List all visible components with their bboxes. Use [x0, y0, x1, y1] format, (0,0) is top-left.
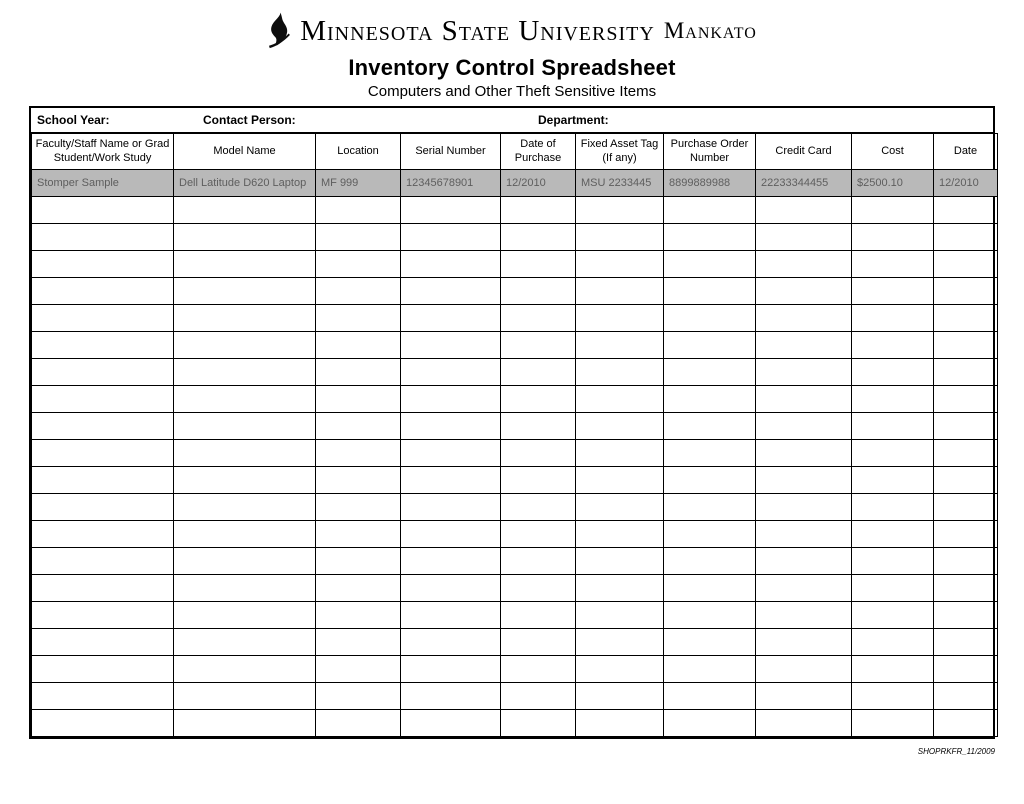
column-header-1: Model Name — [174, 134, 316, 170]
empty-cell — [316, 224, 401, 251]
empty-cell — [756, 386, 852, 413]
empty-cell — [401, 440, 501, 467]
empty-row — [32, 440, 998, 467]
empty-cell — [852, 359, 934, 386]
empty-cell — [501, 656, 576, 683]
empty-cell — [852, 386, 934, 413]
empty-cell — [32, 656, 174, 683]
sample-cell-4: 12/2010 — [501, 170, 576, 197]
empty-row — [32, 197, 998, 224]
empty-cell — [576, 602, 664, 629]
university-city: Mankato — [663, 18, 757, 43]
sample-cell-5: MSU 2233445 — [576, 170, 664, 197]
empty-row — [32, 359, 998, 386]
column-header-6: Purchase Order Number — [664, 134, 756, 170]
empty-cell — [664, 467, 756, 494]
empty-cell — [756, 710, 852, 737]
sample-cell-2: MF 999 — [316, 170, 401, 197]
empty-cell — [501, 710, 576, 737]
empty-cell — [852, 224, 934, 251]
empty-cell — [756, 656, 852, 683]
empty-cell — [756, 602, 852, 629]
empty-cell — [756, 440, 852, 467]
empty-cell — [934, 224, 998, 251]
empty-cell — [316, 332, 401, 359]
empty-cell — [934, 413, 998, 440]
empty-cell — [852, 278, 934, 305]
column-header-8: Cost — [852, 134, 934, 170]
empty-cell — [32, 602, 174, 629]
empty-cell — [576, 278, 664, 305]
empty-cell — [664, 548, 756, 575]
empty-cell — [401, 548, 501, 575]
empty-cell — [501, 224, 576, 251]
university-header — [0, 12, 1024, 50]
empty-row — [32, 251, 998, 278]
inventory-table — [31, 133, 998, 737]
column-header-5: Fixed Asset Tag (If any) — [576, 134, 664, 170]
empty-cell — [756, 521, 852, 548]
empty-cell — [401, 251, 501, 278]
empty-cell — [32, 440, 174, 467]
empty-cell — [664, 683, 756, 710]
empty-cell — [401, 494, 501, 521]
empty-cell — [174, 224, 316, 251]
empty-row — [32, 467, 998, 494]
empty-cell — [852, 494, 934, 521]
footnote-row — [29, 741, 995, 759]
empty-cell — [32, 305, 174, 332]
empty-cell — [501, 467, 576, 494]
empty-cell — [32, 359, 174, 386]
empty-cell — [174, 602, 316, 629]
empty-cell — [32, 197, 174, 224]
empty-cell — [576, 629, 664, 656]
empty-cell — [664, 224, 756, 251]
empty-cell — [934, 332, 998, 359]
empty-cell — [174, 413, 316, 440]
empty-cell — [401, 386, 501, 413]
empty-cell — [316, 710, 401, 737]
empty-cell — [316, 548, 401, 575]
empty-cell — [576, 440, 664, 467]
empty-cell — [576, 413, 664, 440]
empty-cell — [664, 251, 756, 278]
school-year-label: School Year: — [37, 113, 110, 127]
contact-person-label: Contact Person: — [203, 113, 296, 127]
empty-cell — [756, 629, 852, 656]
empty-cell — [756, 575, 852, 602]
empty-cell — [576, 305, 664, 332]
sample-cell-7: 22233344455 — [756, 170, 852, 197]
sample-cell-0: Stomper Sample — [32, 170, 174, 197]
empty-cell — [401, 224, 501, 251]
empty-cell — [934, 683, 998, 710]
empty-cell — [934, 629, 998, 656]
empty-cell — [664, 305, 756, 332]
empty-cell — [501, 386, 576, 413]
empty-cell — [174, 521, 316, 548]
empty-row — [32, 413, 998, 440]
empty-row — [32, 575, 998, 602]
empty-cell — [32, 548, 174, 575]
sample-cell-6: 8899889988 — [664, 170, 756, 197]
empty-cell — [401, 359, 501, 386]
empty-cell — [174, 332, 316, 359]
info-row — [31, 108, 993, 133]
empty-cell — [664, 440, 756, 467]
empty-cell — [32, 683, 174, 710]
empty-cell — [664, 602, 756, 629]
empty-cell — [934, 494, 998, 521]
university-name: Minnesota State University — [300, 14, 655, 47]
empty-cell — [576, 332, 664, 359]
empty-cell — [756, 494, 852, 521]
empty-cell — [32, 629, 174, 656]
empty-cell — [664, 656, 756, 683]
empty-row — [32, 548, 998, 575]
empty-cell — [501, 413, 576, 440]
column-header-9: Date — [934, 134, 998, 170]
empty-cell — [174, 305, 316, 332]
empty-cell — [401, 413, 501, 440]
empty-cell — [756, 359, 852, 386]
empty-cell — [32, 494, 174, 521]
empty-cell — [32, 413, 174, 440]
empty-cell — [852, 602, 934, 629]
empty-cell — [576, 575, 664, 602]
empty-cell — [316, 521, 401, 548]
empty-cell — [934, 359, 998, 386]
empty-cell — [852, 575, 934, 602]
empty-cell — [401, 575, 501, 602]
empty-cell — [934, 521, 998, 548]
empty-cell — [576, 710, 664, 737]
empty-row — [32, 683, 998, 710]
empty-cell — [576, 467, 664, 494]
empty-cell — [756, 413, 852, 440]
empty-cell — [664, 278, 756, 305]
empty-cell — [756, 224, 852, 251]
empty-cell — [174, 386, 316, 413]
empty-cell — [664, 359, 756, 386]
empty-cell — [501, 602, 576, 629]
empty-cell — [174, 683, 316, 710]
empty-cell — [316, 197, 401, 224]
empty-cell — [501, 251, 576, 278]
empty-row — [32, 305, 998, 332]
empty-cell — [664, 710, 756, 737]
empty-cell — [852, 413, 934, 440]
empty-cell — [934, 575, 998, 602]
page-title: Inventory Control Spreadsheet — [348, 55, 676, 80]
empty-cell — [852, 197, 934, 224]
empty-cell — [174, 359, 316, 386]
empty-cell — [756, 278, 852, 305]
empty-cell — [934, 602, 998, 629]
empty-cell — [401, 710, 501, 737]
empty-cell — [852, 683, 934, 710]
empty-cell — [934, 386, 998, 413]
empty-cell — [852, 467, 934, 494]
empty-row — [32, 224, 998, 251]
empty-cell — [664, 494, 756, 521]
form-code: SHOPRKFR_11/2009 — [917, 747, 995, 756]
empty-cell — [401, 602, 501, 629]
empty-cell — [501, 494, 576, 521]
empty-cell — [664, 386, 756, 413]
empty-cell — [934, 548, 998, 575]
empty-cell — [664, 332, 756, 359]
empty-cell — [501, 521, 576, 548]
empty-cell — [852, 332, 934, 359]
empty-cell — [576, 656, 664, 683]
empty-cell — [756, 467, 852, 494]
empty-cell — [32, 278, 174, 305]
empty-cell — [32, 710, 174, 737]
empty-cell — [576, 386, 664, 413]
empty-row — [32, 332, 998, 359]
empty-cell — [316, 359, 401, 386]
empty-cell — [316, 656, 401, 683]
empty-row — [32, 602, 998, 629]
empty-cell — [174, 251, 316, 278]
empty-cell — [316, 683, 401, 710]
empty-row — [32, 629, 998, 656]
column-header-2: Location — [316, 134, 401, 170]
spreadsheet — [29, 106, 995, 739]
sample-cell-3: 12345678901 — [401, 170, 501, 197]
empty-cell — [174, 710, 316, 737]
empty-cell — [316, 386, 401, 413]
empty-row — [32, 278, 998, 305]
empty-cell — [501, 629, 576, 656]
empty-cell — [852, 656, 934, 683]
empty-cell — [501, 305, 576, 332]
empty-cell — [852, 548, 934, 575]
empty-cell — [32, 575, 174, 602]
empty-cell — [401, 467, 501, 494]
empty-cell — [401, 197, 501, 224]
empty-cell — [174, 467, 316, 494]
empty-cell — [174, 629, 316, 656]
empty-cell — [401, 629, 501, 656]
empty-cell — [501, 359, 576, 386]
empty-cell — [664, 629, 756, 656]
empty-cell — [32, 467, 174, 494]
empty-cell — [174, 197, 316, 224]
empty-cell — [934, 251, 998, 278]
empty-cell — [576, 224, 664, 251]
table-head — [32, 134, 998, 170]
empty-cell — [32, 386, 174, 413]
empty-cell — [174, 278, 316, 305]
empty-cell — [401, 278, 501, 305]
empty-cell — [32, 521, 174, 548]
empty-cell — [934, 656, 998, 683]
empty-cell — [32, 224, 174, 251]
empty-cell — [576, 683, 664, 710]
empty-row — [32, 656, 998, 683]
empty-cell — [852, 251, 934, 278]
empty-cell — [664, 197, 756, 224]
empty-cell — [401, 656, 501, 683]
empty-cell — [852, 305, 934, 332]
empty-cell — [174, 494, 316, 521]
empty-cell — [316, 305, 401, 332]
sample-cell-9: 12/2010 — [934, 170, 998, 197]
empty-cell — [501, 197, 576, 224]
empty-cell — [501, 683, 576, 710]
empty-row — [32, 386, 998, 413]
empty-cell — [316, 251, 401, 278]
empty-cell — [576, 359, 664, 386]
empty-cell — [934, 710, 998, 737]
empty-cell — [501, 575, 576, 602]
column-header-7: Credit Card — [756, 134, 852, 170]
page-subtitle: Computers and Other Theft Sensitive Items — [367, 83, 657, 100]
empty-cell — [576, 197, 664, 224]
empty-cell — [756, 305, 852, 332]
empty-cell — [664, 575, 756, 602]
department-label: Department: — [538, 113, 609, 127]
empty-cell — [501, 440, 576, 467]
empty-cell — [316, 467, 401, 494]
empty-cell — [934, 440, 998, 467]
column-header-0: Faculty/Staff Name or Grad Student/Work Study — [32, 134, 174, 170]
column-header-3: Serial Number — [401, 134, 501, 170]
sample-row — [32, 170, 998, 197]
empty-cell — [852, 629, 934, 656]
sample-cell-8: $2500.10 — [852, 170, 934, 197]
university-logo-flame-icon — [267, 12, 291, 50]
masthead — [0, 0, 1024, 100]
empty-cell — [852, 440, 934, 467]
empty-cell — [934, 305, 998, 332]
empty-cell — [576, 494, 664, 521]
empty-cell — [174, 575, 316, 602]
empty-cell — [316, 413, 401, 440]
empty-row — [32, 710, 998, 737]
empty-cell — [756, 251, 852, 278]
empty-cell — [316, 494, 401, 521]
empty-cell — [576, 251, 664, 278]
empty-row — [32, 494, 998, 521]
empty-cell — [174, 548, 316, 575]
empty-cell — [316, 629, 401, 656]
empty-cell — [401, 521, 501, 548]
table-body — [32, 170, 998, 737]
empty-cell — [316, 602, 401, 629]
empty-cell — [664, 413, 756, 440]
empty-cell — [316, 440, 401, 467]
empty-cell — [32, 332, 174, 359]
empty-cell — [756, 683, 852, 710]
empty-cell — [576, 521, 664, 548]
empty-cell — [934, 278, 998, 305]
sample-cell-1: Dell Latitude D620 Laptop — [174, 170, 316, 197]
empty-cell — [852, 521, 934, 548]
empty-cell — [501, 278, 576, 305]
empty-cell — [934, 197, 998, 224]
empty-cell — [664, 521, 756, 548]
empty-cell — [316, 278, 401, 305]
empty-cell — [756, 332, 852, 359]
column-header-4: Date of Purchase — [501, 134, 576, 170]
empty-cell — [576, 548, 664, 575]
empty-cell — [401, 305, 501, 332]
empty-row — [32, 521, 998, 548]
empty-cell — [174, 656, 316, 683]
empty-cell — [401, 683, 501, 710]
empty-cell — [174, 440, 316, 467]
empty-cell — [501, 332, 576, 359]
empty-cell — [852, 710, 934, 737]
empty-cell — [32, 251, 174, 278]
header-row — [32, 134, 998, 170]
empty-cell — [756, 548, 852, 575]
empty-cell — [401, 332, 501, 359]
empty-cell — [756, 197, 852, 224]
empty-cell — [316, 575, 401, 602]
empty-cell — [934, 467, 998, 494]
empty-cell — [501, 548, 576, 575]
